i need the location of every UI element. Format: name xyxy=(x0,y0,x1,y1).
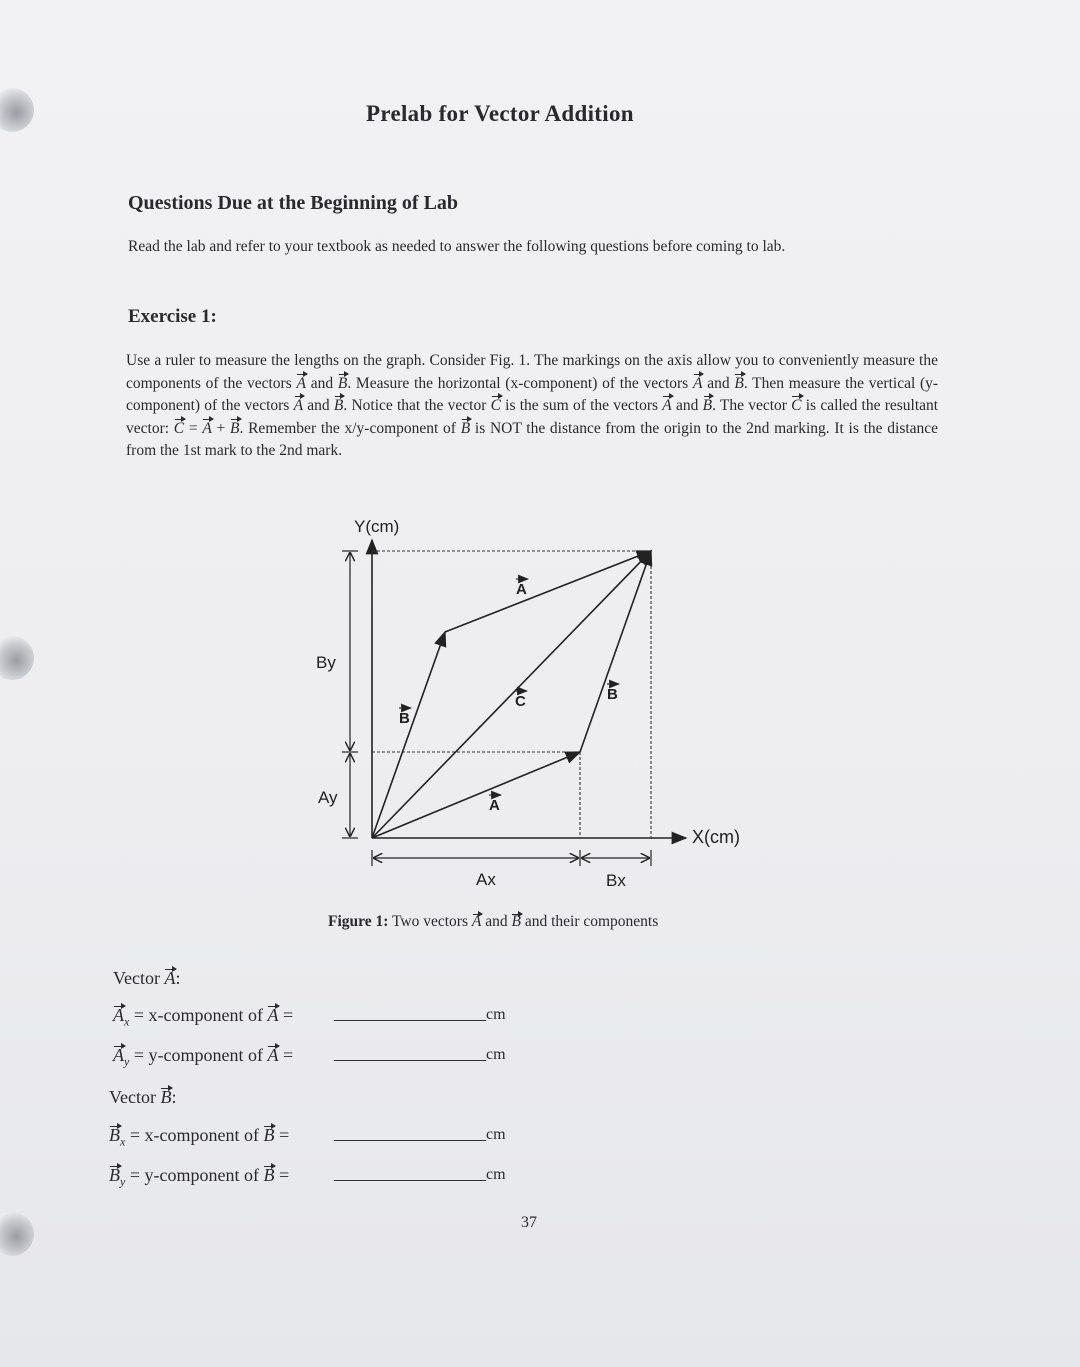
vec-b-right-label: B xyxy=(607,686,618,703)
vector-a-upper xyxy=(445,551,651,632)
ax-unit: cm xyxy=(486,1006,506,1023)
bx-unit: cm xyxy=(486,1126,506,1143)
ay-row-label: $A_y$ = y-component of A = xyxy=(113,1045,294,1069)
vec-a-bottom-label: A xyxy=(489,797,500,814)
ay-label: Ay xyxy=(318,788,338,807)
vector-a-lower xyxy=(372,752,580,838)
vec-b-left-label: B xyxy=(399,710,410,727)
vector-b-heading: Vector B: xyxy=(109,1087,177,1107)
section-subheading: Questions Due at the Beginning of Lab xyxy=(128,192,459,214)
ax-answer-line[interactable] xyxy=(334,1020,486,1021)
page-title: Prelab for Vector Addition xyxy=(366,101,634,126)
vec-c-label: C xyxy=(515,693,526,710)
by-answer-line[interactable] xyxy=(334,1180,486,1181)
by-unit: cm xyxy=(486,1166,506,1183)
by-label: By xyxy=(316,653,336,672)
vector-b-symbol: B xyxy=(338,373,347,396)
ay-answer-line[interactable] xyxy=(334,1060,486,1061)
bx-answer-line[interactable] xyxy=(334,1140,486,1141)
figure-caption: Figure 1: Two vectors A and B and their components xyxy=(328,913,659,930)
vec-a-top-label: A xyxy=(516,581,527,598)
bx-row-label: $B_x$ = x-component of B = xyxy=(109,1125,290,1149)
intro-text: Read the lab and refer to your textbook as needed to answer the following questions before coming to lab. xyxy=(128,238,786,255)
vector-a-symbol: A xyxy=(296,373,305,396)
bx-label: Bx xyxy=(606,871,626,890)
x-axis-label: X(cm) xyxy=(692,827,740,847)
y-axis-label: Y(cm) xyxy=(354,517,400,536)
vector-b-left xyxy=(372,632,445,838)
ax-row-label: $A_x$ = x-component of A = xyxy=(113,1005,294,1029)
by-row-label: $B_y$ = y-component of B = xyxy=(109,1165,290,1189)
ay-unit: cm xyxy=(486,1046,506,1063)
vector-a-heading: Vector A: xyxy=(113,968,181,988)
exercise-paragraph: Use a ruler to measure the lengths on the graph. Consider Fig. 1. The markings on the axis allow you to conveniently measure the components of the vectors A and B. Measure the horizontal (x-component) of the vectors A and B. Then measure the vertical (y-component) of the vectors A and B. Notice that the vector C is the sum of the vectors A and B. The vector C is called the resultant vector: C = A + B. Remember the x/y-component of B is NOT the distance from the origin to the 2nd marking. It is the distance from the 1st mark to the 2nd mark. xyxy=(126,352,939,459)
vector-c-symbol: C xyxy=(491,395,501,418)
exercise-heading: Exercise 1: xyxy=(128,306,217,327)
vector-b-right xyxy=(580,551,651,752)
ax-label: Ax xyxy=(476,870,496,889)
page-number: 37 xyxy=(521,1214,537,1231)
